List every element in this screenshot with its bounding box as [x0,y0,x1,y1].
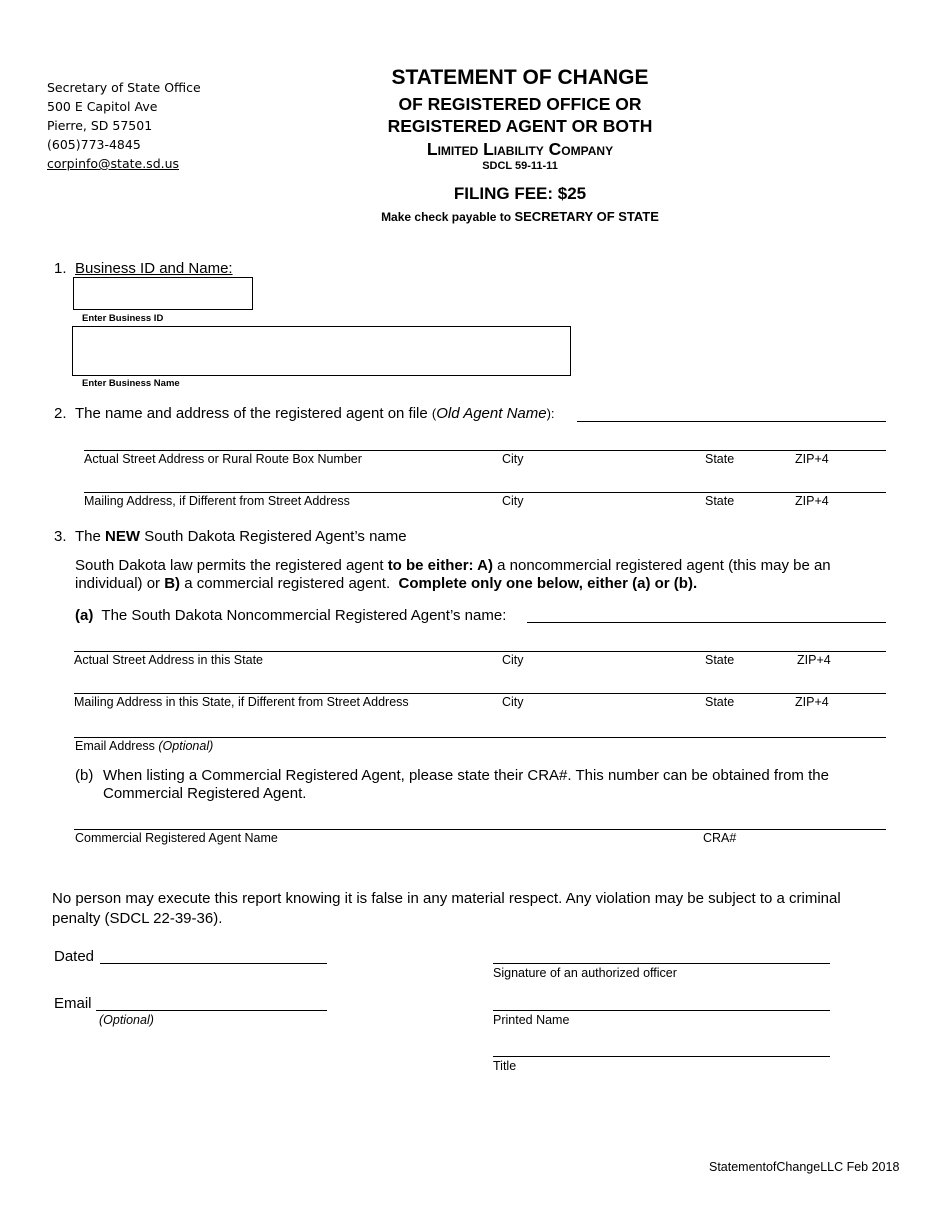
new-agent-mailing-zip-label: ZIP+4 [795,695,829,709]
old-agent-name-field[interactable] [577,421,886,422]
email-optional-note: (Optional) [158,739,214,753]
new-agent-state-label: State [705,653,735,667]
business-name-label: Enter Business Name [82,378,180,389]
new-agent-mailing-label: Mailing Address in this State, if Different from Street Address [74,695,409,709]
form-subtitle-line3: REGISTERED AGENT OR BOTH [387,116,653,136]
office-phone: (605)773-4845 [47,137,141,152]
signature-field[interactable] [493,963,830,964]
old-agent-mailing-label: Mailing Address, if Different from Street Address [84,494,350,508]
option-a [75,607,506,624]
option-b-marker: (b) [75,767,94,784]
old-agent-street-field[interactable] [84,450,886,451]
new-agent-street-field[interactable] [74,651,886,652]
old-agent-state-label: State [705,452,735,466]
old-agent-street-label: Actual Street Address or Rural Route Box Number [84,452,362,466]
new-agent-city-label: City [502,653,524,667]
old-agent-mailing-field[interactable] [84,492,886,493]
new-agent-street-label: Actual Street Address in this State [74,653,263,667]
new-agent-email-field[interactable] [74,737,886,738]
cra-name-label: Commercial Registered Agent Name [75,831,278,845]
office-street: 500 E Capitol Ave [47,99,158,114]
dated-field[interactable] [100,963,327,964]
cra-name-field[interactable] [74,829,886,830]
check-payee: SECRETARY OF STATE [514,209,659,224]
title-label: Title [493,1059,517,1073]
old-agent-zip-label: ZIP+4 [795,452,829,466]
instr-part4: B) [164,575,181,592]
instr-part5: a commercial registered agent. [184,575,391,592]
printed-name-field[interactable] [493,1010,830,1011]
office-address [47,78,201,173]
cert-email-label: Email [54,995,92,1012]
form-id-footer: StatementofChangeLLC Feb 2018 [709,1160,900,1174]
old-agent-mailing-city-label: City [502,494,524,508]
form-entity-type: Limited Liability Company [426,139,614,159]
section2-label-main: The name and address of the registered agent on file [75,405,428,422]
cert-email-field[interactable] [96,1010,327,1011]
section3-label-new: NEW [105,528,141,545]
new-agent-email-label [75,739,213,753]
old-agent-mailing-state-label: State [705,494,735,508]
office-email-link[interactable]: corpinfo@state.sd.us [47,156,180,171]
section2-number: 2. [54,405,67,422]
new-agent-mailing-city-label: City [502,695,524,709]
section1-number: 1. [54,260,67,277]
signature-label: Signature of an authorized officer [493,966,677,980]
old-agent-name-label: Old Agent Name [436,405,547,422]
dated-label: Dated [54,948,95,965]
office-name: Secretary of State Office [47,80,201,95]
section2-label [75,405,555,422]
old-agent-mailing-zip-label: ZIP+4 [795,494,829,508]
section3-label [75,528,407,545]
title-field[interactable] [493,1056,830,1057]
cert-email-optional: (Optional) [99,1013,154,1027]
business-id-input[interactable] [73,277,253,310]
new-agent-name-field[interactable] [527,622,886,623]
form-title: STATEMENT OF CHANGE [391,66,649,89]
office-city: Pierre, SD 57501 [47,118,153,133]
option-a-marker: (a) [75,607,94,624]
certification-text: No person may execute this report knowing it is false in any material respect. Any violation may be subject to a criminal penalty (SDCL 22-39-36). [52,890,841,927]
form-statute: SDCL 59-11-11 [482,160,558,172]
check-payable-note [340,209,700,224]
paren-close: ): [546,406,555,421]
new-agent-mailing-field[interactable] [74,693,886,694]
option-b-text: When listing a Commercial Registered Agent, please state their CRA#. This number can be obtained from the Commercial Registered Agent. [103,767,829,802]
section3-number: 3. [54,528,67,545]
printed-name-label: Printed Name [493,1013,570,1027]
business-name-input[interactable] [72,326,571,376]
email-label-text: Email Address [75,739,155,753]
section3-label-pre: The [75,528,101,545]
new-agent-mailing-state-label: State [705,695,735,709]
section3-instructions [75,557,880,593]
section3-label-post: South Dakota Registered Agent’s name [144,528,407,545]
cra-number-label: CRA# [703,831,737,845]
new-agent-zip-label: ZIP+4 [797,653,831,667]
business-id-label: Enter Business ID [82,313,164,324]
instr-part3: a noncommercial registered agent (this may be an individual) or [75,557,831,592]
section1-label: Business ID and Name: [75,260,233,277]
old-agent-city-label: City [502,452,524,466]
instr-part6: Complete only one below, either (a) or (b). [398,575,698,592]
check-prefix: Make check payable to [381,210,512,224]
instr-part2: to be either: A) [387,557,493,574]
option-a-label: The South Dakota Noncommercial Registered Agent’s name: [101,607,507,624]
filing-fee: FILING FEE: $25 [453,184,587,203]
paren-open: ( [431,406,437,421]
form-subtitle-line2: OF REGISTERED OFFICE OR [398,94,642,114]
instr-part1: South Dakota law permits the registered agent [75,557,384,574]
